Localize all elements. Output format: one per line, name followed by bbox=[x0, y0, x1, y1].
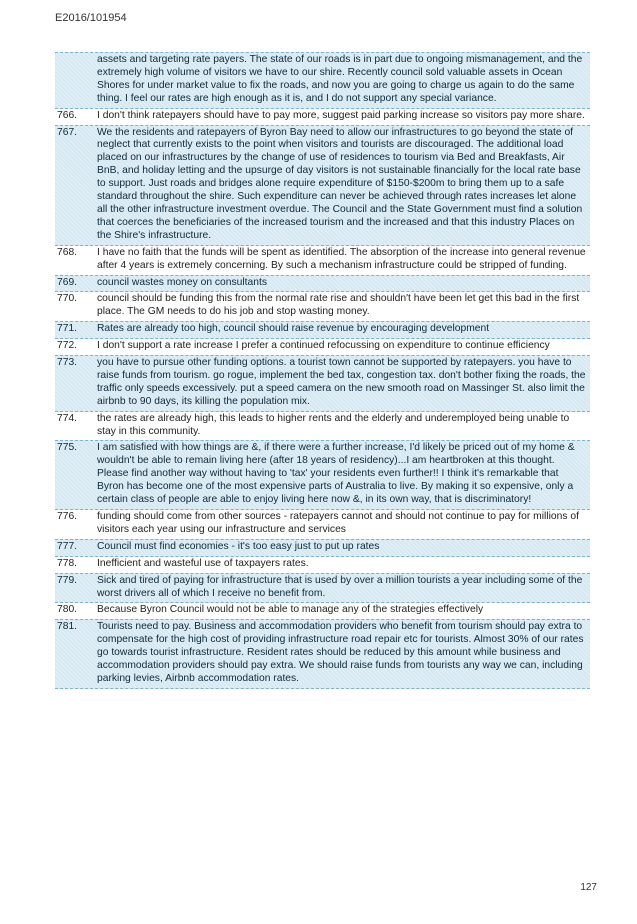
row-comment: assets and targeting rate payers. The state of our roads is in part due to ongoing mismanagement, and the extremely high volume of visitors we have to our shire. Recently council sold valuable assets in Ocean Shores for under market value to fix the roads, and now you are going to charge us again to do the same thing. I feel our rates are high enough as it is, and I do not support any special variance. bbox=[97, 54, 583, 104]
row-comment: you have to pursue other funding options. a tourist town cannot be supported by ratepayers. you have to raise funds from tourism. go rogue, implement the bed tax, congestion tax. don't bother fixing the roads, the traffic only speeds excessively. put a speed camera on the new smooth road on Massinger St. also limit the airbnb to 90 days, its killing the population mix. bbox=[97, 357, 586, 407]
row-comment: I have no faith that the funds will be spent as identified. The absorption of the increase into general revenue after 4 years is extremely concerning. By such a mechanism infrastructure could be stripped of funding. bbox=[97, 246, 586, 271]
row-number: 779. bbox=[57, 574, 78, 586]
table-row bbox=[55, 440, 590, 510]
page-number: 127 bbox=[580, 882, 597, 893]
row-number: 771. bbox=[57, 323, 78, 335]
row-comment: the rates are already high, this leads to higher rents and the elderly and underemployed being unable to stay in this community. bbox=[97, 412, 570, 437]
table-row bbox=[55, 355, 590, 412]
row-number: 768. bbox=[57, 246, 78, 258]
table-row bbox=[55, 52, 590, 109]
row-number: 766. bbox=[57, 109, 78, 121]
table-row bbox=[55, 573, 590, 604]
document-reference: E2016/101954 bbox=[55, 12, 127, 24]
row-comment: We the residents and ratepayers of Byron Bay need to allow our infrastructures to go beyond the state of neglect that currently exists to the point when visitors and tourists are discouraged. The additional load placed on our infrastructures by the change of use of residences to tourism via Bed and Breakfasts, Air BnB, and holiday letting and the upsurge of day visitors is not sustainable financially for the local rate base to support. Just roads and bridges alone require expenditure of $150-$200m to bring them up to a safe standard throughout the shire. Such expenditure can never be achieved through rates increases let alone all the other infrastructure investment overdue. The Council and the State Government must find a solution that coerces the beneficiaries of the increased tourism and the increased and that this industry Places on the Shire's infrastructure. bbox=[97, 126, 583, 241]
row-number: 774. bbox=[57, 412, 78, 424]
row-number: 770. bbox=[57, 293, 78, 305]
row-comment: I don't support a rate increase I prefer a continued refocussing on expenditure to continue efficiency bbox=[97, 340, 550, 352]
row-number bbox=[55, 54, 97, 106]
row-number: 780. bbox=[57, 604, 78, 616]
row-number: 773. bbox=[57, 357, 78, 369]
table-row bbox=[55, 412, 590, 441]
table-row bbox=[55, 557, 590, 573]
table-row bbox=[55, 539, 590, 557]
row-number: 777. bbox=[57, 540, 78, 552]
row-number: 776. bbox=[57, 511, 78, 522]
row-comment: Inefficient and wasteful use of taxpayers rates. bbox=[97, 557, 309, 569]
table-row bbox=[55, 619, 590, 689]
row-number: 772. bbox=[57, 340, 78, 352]
submissions-table bbox=[55, 52, 590, 689]
row-comment: Tourists need to pay. Business and accommodation providers who benefit from tourism should pay extra to compensate for the high cost of providing infrastructure road repair etc for tourists. Almost 30% of our rates go towards tourist infrastructure. Resident rates should be reduced by this amount while business and accommodation providers should pay extra. We should raise funds from tourists any way we can, including parking levies, Airbnb accommodation rates. bbox=[97, 621, 584, 684]
table-row bbox=[55, 510, 590, 539]
row-comment: council wastes money on consultants bbox=[97, 276, 267, 288]
table-row bbox=[55, 246, 590, 275]
table-row bbox=[55, 292, 590, 321]
row-comment: Sick and tired of paying for infrastructure that is used by over a million tourists a year including some of the worst drivers all of which I receive no benefit from. bbox=[97, 574, 583, 599]
row-number: 767. bbox=[57, 126, 78, 138]
row-comment: council should be funding this from the normal rate rise and shouldn't have been let get this bad in the first place. The GM needs to do his job and stop wasting money. bbox=[97, 293, 580, 318]
row-comment: I am satisfied with how things are &, if there were a further increase, I'd likely be priced out of my home & wouldn't be able to remain living here (after 18 years of residency)...I am heartbroken at this thought. Please find another way without having to 'tax' your residents even further!! I think it's remarkable that Byron has become one of the most expensive parts of Australia to live. By making it so expensive, only a certain class of people are able to enjoy living here now &, in its own way, that is discriminatory! bbox=[97, 442, 575, 506]
table-row bbox=[55, 603, 590, 619]
row-comment: Council must find economies - it's too easy just to put up rates bbox=[97, 540, 380, 552]
table-row bbox=[55, 321, 590, 339]
row-comment: funding should come from other sources - ratepayers cannot and should not continue to pay for millions of visitors each year using our infrastructure and services bbox=[97, 511, 579, 535]
table-row bbox=[55, 339, 590, 355]
row-comment: I don't think ratepayers should have to pay more, suggest paid parking increase so visitors pay more share. bbox=[97, 109, 585, 121]
row-number: 775. bbox=[57, 442, 78, 454]
table-row bbox=[55, 125, 590, 246]
row-number: 769. bbox=[57, 276, 78, 288]
table-row bbox=[55, 275, 590, 293]
row-number: 781. bbox=[57, 621, 78, 633]
row-number: 778. bbox=[57, 557, 78, 569]
row-comment: Rates are already too high, council should raise revenue by encouraging development bbox=[97, 323, 490, 335]
row-comment: Because Byron Council would not be able to manage any of the strategies effectively bbox=[97, 604, 484, 616]
table-row bbox=[55, 109, 590, 125]
